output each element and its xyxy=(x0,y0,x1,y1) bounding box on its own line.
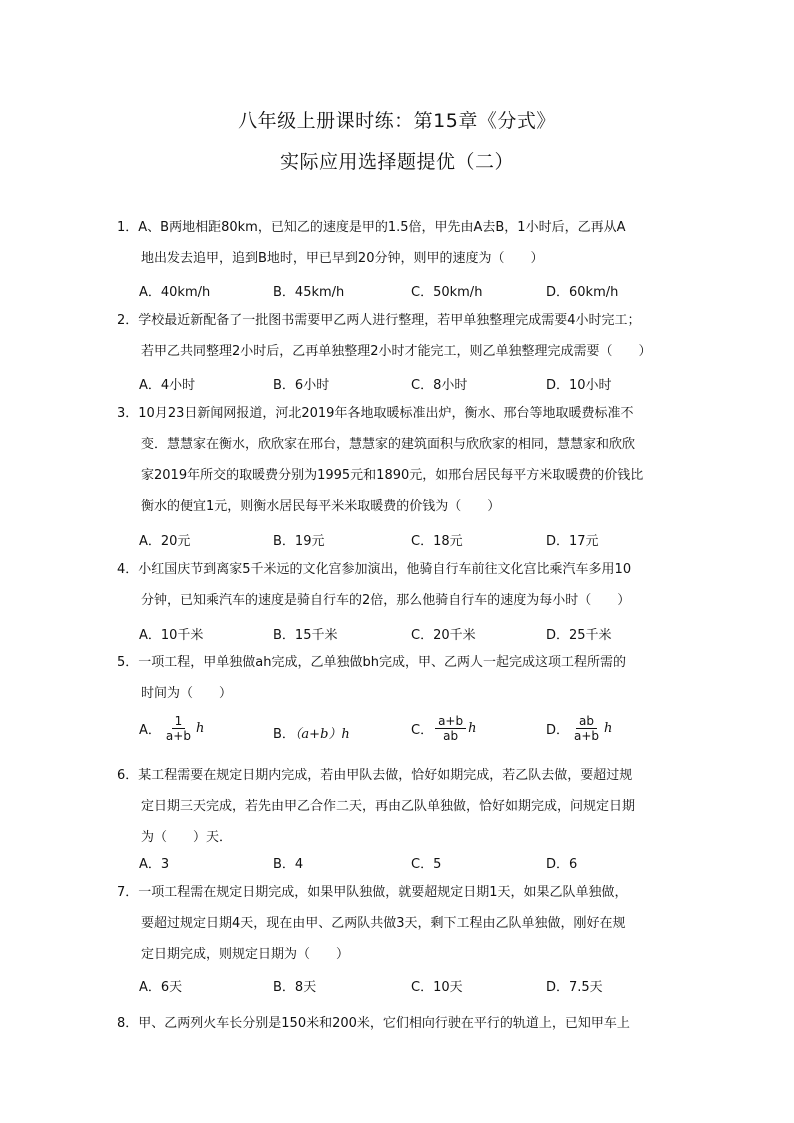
question-2 xyxy=(117,305,697,367)
question-text: 6．某工程需要在规定日期内完成，若由甲队去做，恰好如期完成，若乙队去做，要超过规 xyxy=(117,768,633,783)
option-a xyxy=(139,714,204,743)
option-a: A．4小时 xyxy=(139,378,196,393)
question-text: 3．10月23日新闻网报道，河北2019年各地取暖标准出炉，衡水、邢台等地取暖费标准不 xyxy=(117,406,634,421)
question-text: 2．学校最近新配备了一批图书需要甲乙两人进行整理，若甲单独整理完成需要4小时完工； xyxy=(117,313,641,328)
option-d: D．17元 xyxy=(546,534,599,549)
option-d xyxy=(546,714,612,743)
question-text: 衡水的便宜1元，则衡水居民每平米米取暖费的价钱为（ ） xyxy=(141,499,501,514)
fraction-denominator: a+b xyxy=(165,729,191,743)
fraction-numerator: 1 xyxy=(172,714,186,729)
question-text: 5．一项工程，甲单独做ah完成，乙单独做bh完成，甲、乙两人一起完成这项工程所需的 xyxy=(117,655,626,670)
fraction xyxy=(435,714,466,743)
fraction-numerator: a+b xyxy=(435,714,466,729)
question-text: 时间为（ ） xyxy=(141,686,233,701)
question-1 xyxy=(117,212,697,274)
option-d: D．7.5天 xyxy=(546,980,603,995)
option-c: C．8小时 xyxy=(411,378,468,393)
question-text: 1．A、B两地相距80km，已知乙的速度是甲的1.5倍，甲先由A去B，1小时后，乙再从A xyxy=(117,220,626,235)
option-a: A．40km/h xyxy=(139,285,211,300)
unit: h xyxy=(195,721,205,736)
option-d: D．25千米 xyxy=(546,628,612,643)
option-a: A．10千米 xyxy=(139,628,204,643)
question-text: 变．慧慧家在衡水，欣欣家在邢台，慧慧家的建筑面积与欣欣家的相同，慧慧家和欣欣 xyxy=(141,437,636,452)
unit: h xyxy=(604,721,613,736)
option-b: B．19元 xyxy=(273,534,325,549)
question-4 xyxy=(117,554,697,616)
option-c: C．50km/h xyxy=(411,285,483,300)
fraction-denominator: ab xyxy=(443,729,459,743)
option-a: A．3 xyxy=(139,857,170,872)
question-text: 要超过规定日期4天，现在由甲、乙两队共做3天，剩下工程由乙队单独做，刚好在规 xyxy=(141,916,626,931)
question-text: 若甲乙共同整理2小时后，乙再单独整理2小时才能完工，则乙单独整理完成需要（ ） xyxy=(141,344,652,359)
question-text: 7．一项工程需在规定日期完成，如果甲队独做，就要超规定日期1天，如果乙队单独做， xyxy=(117,885,628,900)
question-text: 8．甲、乙两列火车长分别是150米和200米，它们相向行驶在平行的轨道上，已知甲车上 xyxy=(117,1016,630,1031)
option-c xyxy=(411,714,476,743)
option-b xyxy=(273,723,350,742)
option-d: D．6 xyxy=(546,857,578,872)
option-d: D．10小时 xyxy=(546,378,612,393)
option-c: C．18元 xyxy=(411,534,463,549)
option-expression: （a+b）h xyxy=(294,727,350,742)
question-7 xyxy=(117,877,697,970)
document-subtitle: 实际应用选择题提优（二） xyxy=(279,151,514,173)
question-text: 分钟，已知乘汽车的速度是骑自行车的2倍，那么他骑自行车的速度为每小时（ ） xyxy=(141,593,631,608)
fraction-numerator: ab xyxy=(576,714,597,729)
option-a: A．20元 xyxy=(139,534,191,549)
question-8 xyxy=(117,1008,697,1039)
question-3 xyxy=(117,398,697,522)
question-5 xyxy=(117,647,697,709)
option-b: B．4 xyxy=(273,857,304,872)
question-text: 定日期完成，则规定日期为（ ） xyxy=(141,947,350,962)
option-d: D．60km/h xyxy=(546,285,619,300)
option-b: B．8天 xyxy=(273,980,317,995)
option-c: C．20千米 xyxy=(411,628,476,643)
option-b: B．6小时 xyxy=(273,378,330,393)
question-text: 为（ ）天． xyxy=(141,830,233,845)
document-title: 八年级上册课时练：第15章《分式》 xyxy=(238,110,556,132)
option-label: A． xyxy=(139,723,161,738)
fraction-denominator: a+b xyxy=(574,729,600,743)
question-text: 定日期三天完成，若先由甲乙合作二天，再由乙队单独做，恰好如期完成，问规定日期 xyxy=(141,799,636,814)
fraction xyxy=(163,714,194,743)
unit: h xyxy=(468,721,477,736)
fraction xyxy=(571,714,602,743)
option-b: B．15千米 xyxy=(273,628,338,643)
question-text: 家2019年所交的取暖费分别为1995元和1890元，如邢台居民每平方米取暖费的价钱比 xyxy=(141,468,644,483)
question-6 xyxy=(117,760,697,853)
question-text: 4．小红国庆节到离家5千米远的文化宫参加演出，他骑自行车前往文化宫比乘汽车多用10 xyxy=(117,562,632,577)
option-c: C．5 xyxy=(411,857,442,872)
option-label: B． xyxy=(273,727,295,742)
option-label: D． xyxy=(546,723,570,738)
option-label: C． xyxy=(411,723,434,738)
question-text: 地出发去追甲，追到B地时，甲已早到20分钟，则甲的速度为（ ） xyxy=(141,251,544,266)
option-c: C．10天 xyxy=(411,980,463,995)
option-b: B．45km/h xyxy=(273,285,345,300)
option-a: A．6天 xyxy=(139,980,183,995)
